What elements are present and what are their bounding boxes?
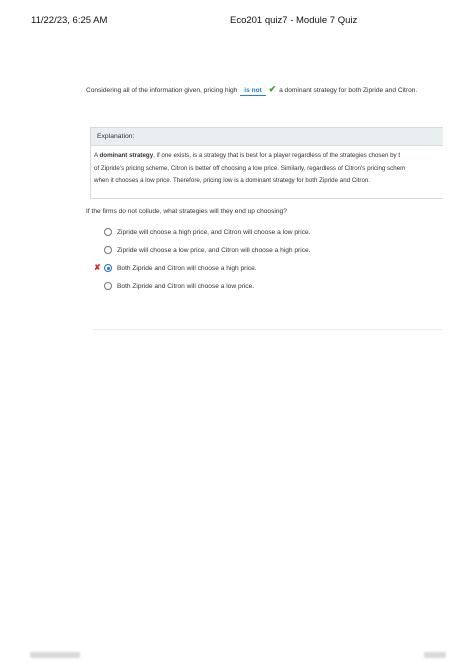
question-1-text [86,84,466,96]
incorrect-x-icon: ✘ [94,263,101,272]
page-title: Eco201 quiz7 - Module 7 Quiz [230,15,358,26]
section-divider [92,329,442,330]
explanation-line-1-rest: , if one exists, is a strategy that is best for a player regardless of the strategies chosen by t [153,152,401,159]
correct-check-icon: ✔ [268,84,277,94]
explanation-line-3: when it chooses a low price. Therefore, pricing low is a dominant strategy for both Zipride and Citron. [94,177,371,185]
option-3-label: Both Zipride and Citron will choose a high price. [117,264,257,272]
answer-dropdown[interactable]: is not [240,87,266,96]
option-2[interactable] [104,246,311,254]
footer-page-number-blurred [424,652,446,658]
explanation-heading: Explanation: [91,128,443,146]
explanation-line-1 [94,150,443,163]
option-1-label: Zipride will choose a high price, and Citron will choose a low price. [117,228,311,236]
radio-button[interactable] [104,282,112,290]
footer-url-blurred [30,652,80,658]
option-4[interactable] [104,282,254,290]
explanation-line-1-prefix: A [94,152,100,159]
radio-button-selected[interactable] [104,264,112,272]
radio-button[interactable] [104,228,112,236]
question-1-before: Considering all of the information given, pricing high [86,87,238,94]
option-3[interactable] [104,264,257,272]
question-2-prompt: If the firms do not collude, what strategies will they end up choosing? [86,208,287,215]
explanation-panel [90,127,443,199]
option-1[interactable] [104,228,311,236]
print-datetime: 11/22/23, 6:25 AM [31,15,108,26]
option-2-label: Zipride will choose a low price, and Citron will choose a high price. [117,246,311,254]
explanation-body [91,146,443,188]
radio-button[interactable] [104,246,112,254]
explanation-line-2: of Zipride's pricing scheme, Citron is better off choosing a low price. Similarly, regardless of Citron's pricing schem [94,164,406,172]
question-1-after: a dominant strategy for both Zipride and Citron. [279,87,418,94]
dominant-strategy-term: dominant strategy [99,152,154,159]
option-4-label: Both Zipride and Citron will choose a low price. [117,282,255,290]
